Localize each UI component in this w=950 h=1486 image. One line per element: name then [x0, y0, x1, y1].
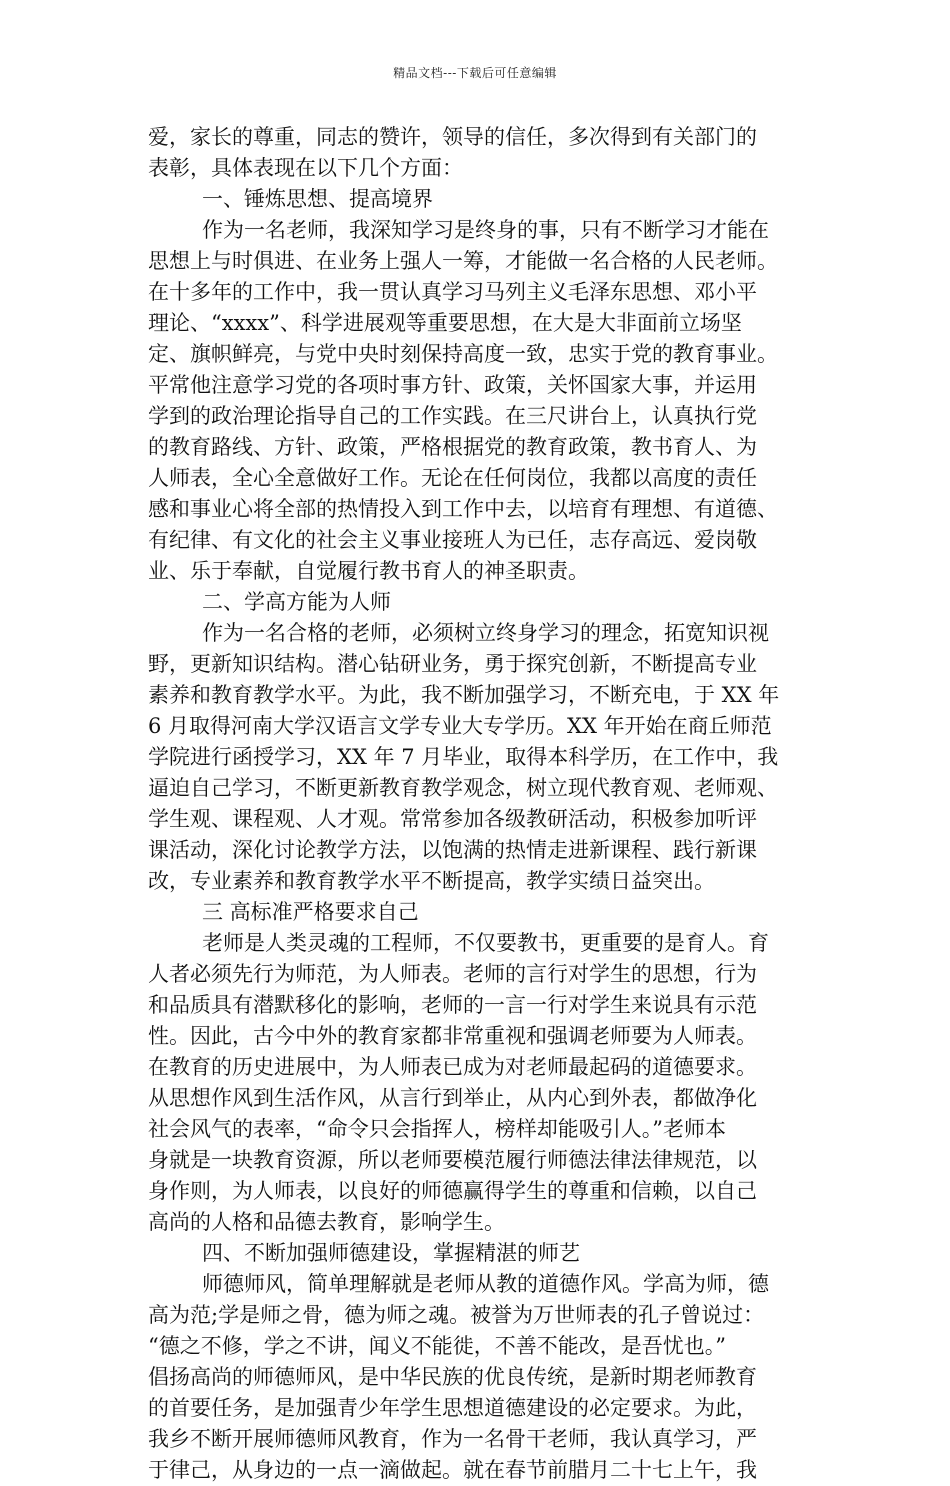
text-line: 爱，家长的尊重，同志的赞许，领导的信任，多次得到有关部门的 — [148, 125, 757, 149]
text-line: 学院进行函授学习，XX 年 7 月毕业，取得本科学历，在工作中，我 — [148, 745, 779, 769]
text-line: 表彰，具体表现在以下几个方面： — [148, 156, 463, 180]
text-line: 业、乐于奉献，自觉履行教书育人的神圣职责。 — [148, 559, 589, 583]
text-line: 倡扬高尚的师德师风，是中华民族的优良传统，是新时期老师教育 — [148, 1365, 757, 1389]
text-line: 作为一名老师，我深知学习是终身的事，只有不断学习才能在 — [202, 218, 769, 242]
text-line: 理论、“xxxx”、科学进展观等重要思想，在大是大非面前立场坚 — [148, 311, 742, 335]
text-line: 身就是一块教育资源，所以老师要模范履行师德法律法律规范，以 — [148, 1148, 757, 1172]
text-line: 三 高标准严格要求自己 — [202, 900, 419, 924]
text-line: 思想上与时俱进、在业务上强人一筹，才能做一名合格的人民老师。 — [148, 249, 778, 273]
text-line: 二、学高方能为人师 — [202, 590, 391, 614]
text-line: 学到的政治理论指导自己的工作实践。在三尺讲台上，认真执行党 — [148, 404, 757, 428]
page-header: 精品文档---下载后可任意编辑 — [393, 66, 557, 80]
text-line: 逼迫自己学习，不断更新教育教学观念，树立现代教育观、老师观、 — [148, 776, 778, 800]
text-line: 高尚的人格和品德去教育，影响学生。 — [148, 1210, 505, 1234]
text-line: 在教育的历史进展中，为人师表已成为对老师最起码的道德要求。 — [148, 1055, 757, 1079]
text-line: 我乡不断开展师德师风教育，作为一名骨干老师，我认真学习，严 — [148, 1427, 757, 1451]
text-line: 师德师风，简单理解就是老师从教的道德作风。学高为师，德 — [202, 1272, 769, 1296]
text-line: 性。因此，古今中外的教育家都非常重视和强调老师要为人师表。 — [148, 1024, 757, 1048]
text-line: 从思想作风到生活作风，从言行到举止，从内心到外表，都做净化 — [148, 1086, 757, 1110]
document-body — [148, 122, 828, 1486]
text-line: 人者必须先行为师范，为人师表。老师的言行对学生的思想，行为 — [148, 962, 757, 986]
text-line: 野，更新知识结构。潜心钻研业务，勇于探究创新，不断提高专业 — [148, 652, 757, 676]
text-line: 身作则，为人师表，以良好的师德赢得学生的尊重和信赖，以自己 — [148, 1179, 757, 1203]
text-line: 一、锤炼思想、提高境界 — [202, 187, 433, 211]
text-line: 感和事业心将全部的热情投入到工作中去，以培育有理想、有道德、 — [148, 497, 778, 521]
text-line: 的教育路线、方针、政策，严格根据党的教育政策，教书育人、为 — [148, 435, 757, 459]
text-line: 定、旗帜鲜亮，与党中央时刻保持高度一致，忠实于党的教育事业。 — [148, 342, 778, 366]
text-line: “德之不修，学之不讲，闻义不能徙，不善不能改，是吾忧也。” — [148, 1334, 726, 1358]
text-line: 在十多年的工作中，我一贯认真学习马列主义毛泽东思想、邓小平 — [148, 280, 757, 304]
text-line: 和品质具有潜默移化的影响，老师的一言一行对学生来说具有示范 — [148, 993, 757, 1017]
text-line: 老师是人类灵魂的工程师，不仅要教书，更重要的是育人。育 — [202, 931, 769, 955]
text-line: 的首要任务，是加强青少年学生思想道德建设的必定要求。为此， — [148, 1396, 757, 1420]
text-line: 改，专业素养和教育教学水平不断提高，教学实绩日益突出。 — [148, 869, 715, 893]
text-line: 课活动，深化讨论教学方法，以饱满的热情走进新课程、践行新课 — [148, 838, 757, 862]
text-line: 学生观、课程观、人才观。常常参加各级教研活动，积极参加听评 — [148, 807, 757, 831]
text-line: 人师表，全心全意做好工作。无论在任何岗位，我都以高度的责任 — [148, 466, 757, 490]
text-line: 平常他注意学习党的各项时事方针、政策，关怀国家大事，并运用 — [148, 373, 757, 397]
text-line: 6 月取得河南大学汉语言文学专业大专学历。XX 年开始在商丘师范 — [148, 714, 772, 738]
text-line: 作为一名合格的老师，必须树立终身学习的理念，拓宽知识视 — [202, 621, 769, 645]
text-line: 四、不断加强师德建设，掌握精湛的师艺 — [202, 1241, 580, 1265]
text-line: 有纪律、有文化的社会主义事业接班人为已任，志存高远、爱岗敬 — [148, 528, 757, 552]
text-line: 高为范;学是师之骨，德为师之魂。被誉为万世师表的孔子曾说过： — [148, 1303, 765, 1327]
text-line: 于律己，从身边的一点一滴做起。就在春节前腊月二十七上午，我 — [148, 1458, 757, 1482]
text-line: 素养和教育教学水平。为此，我不断加强学习，不断充电，于 XX 年 — [148, 683, 780, 707]
text-line: 社会风气的表率，“命令只会指挥人，榜样却能吸引人。”老师本 — [148, 1117, 726, 1141]
